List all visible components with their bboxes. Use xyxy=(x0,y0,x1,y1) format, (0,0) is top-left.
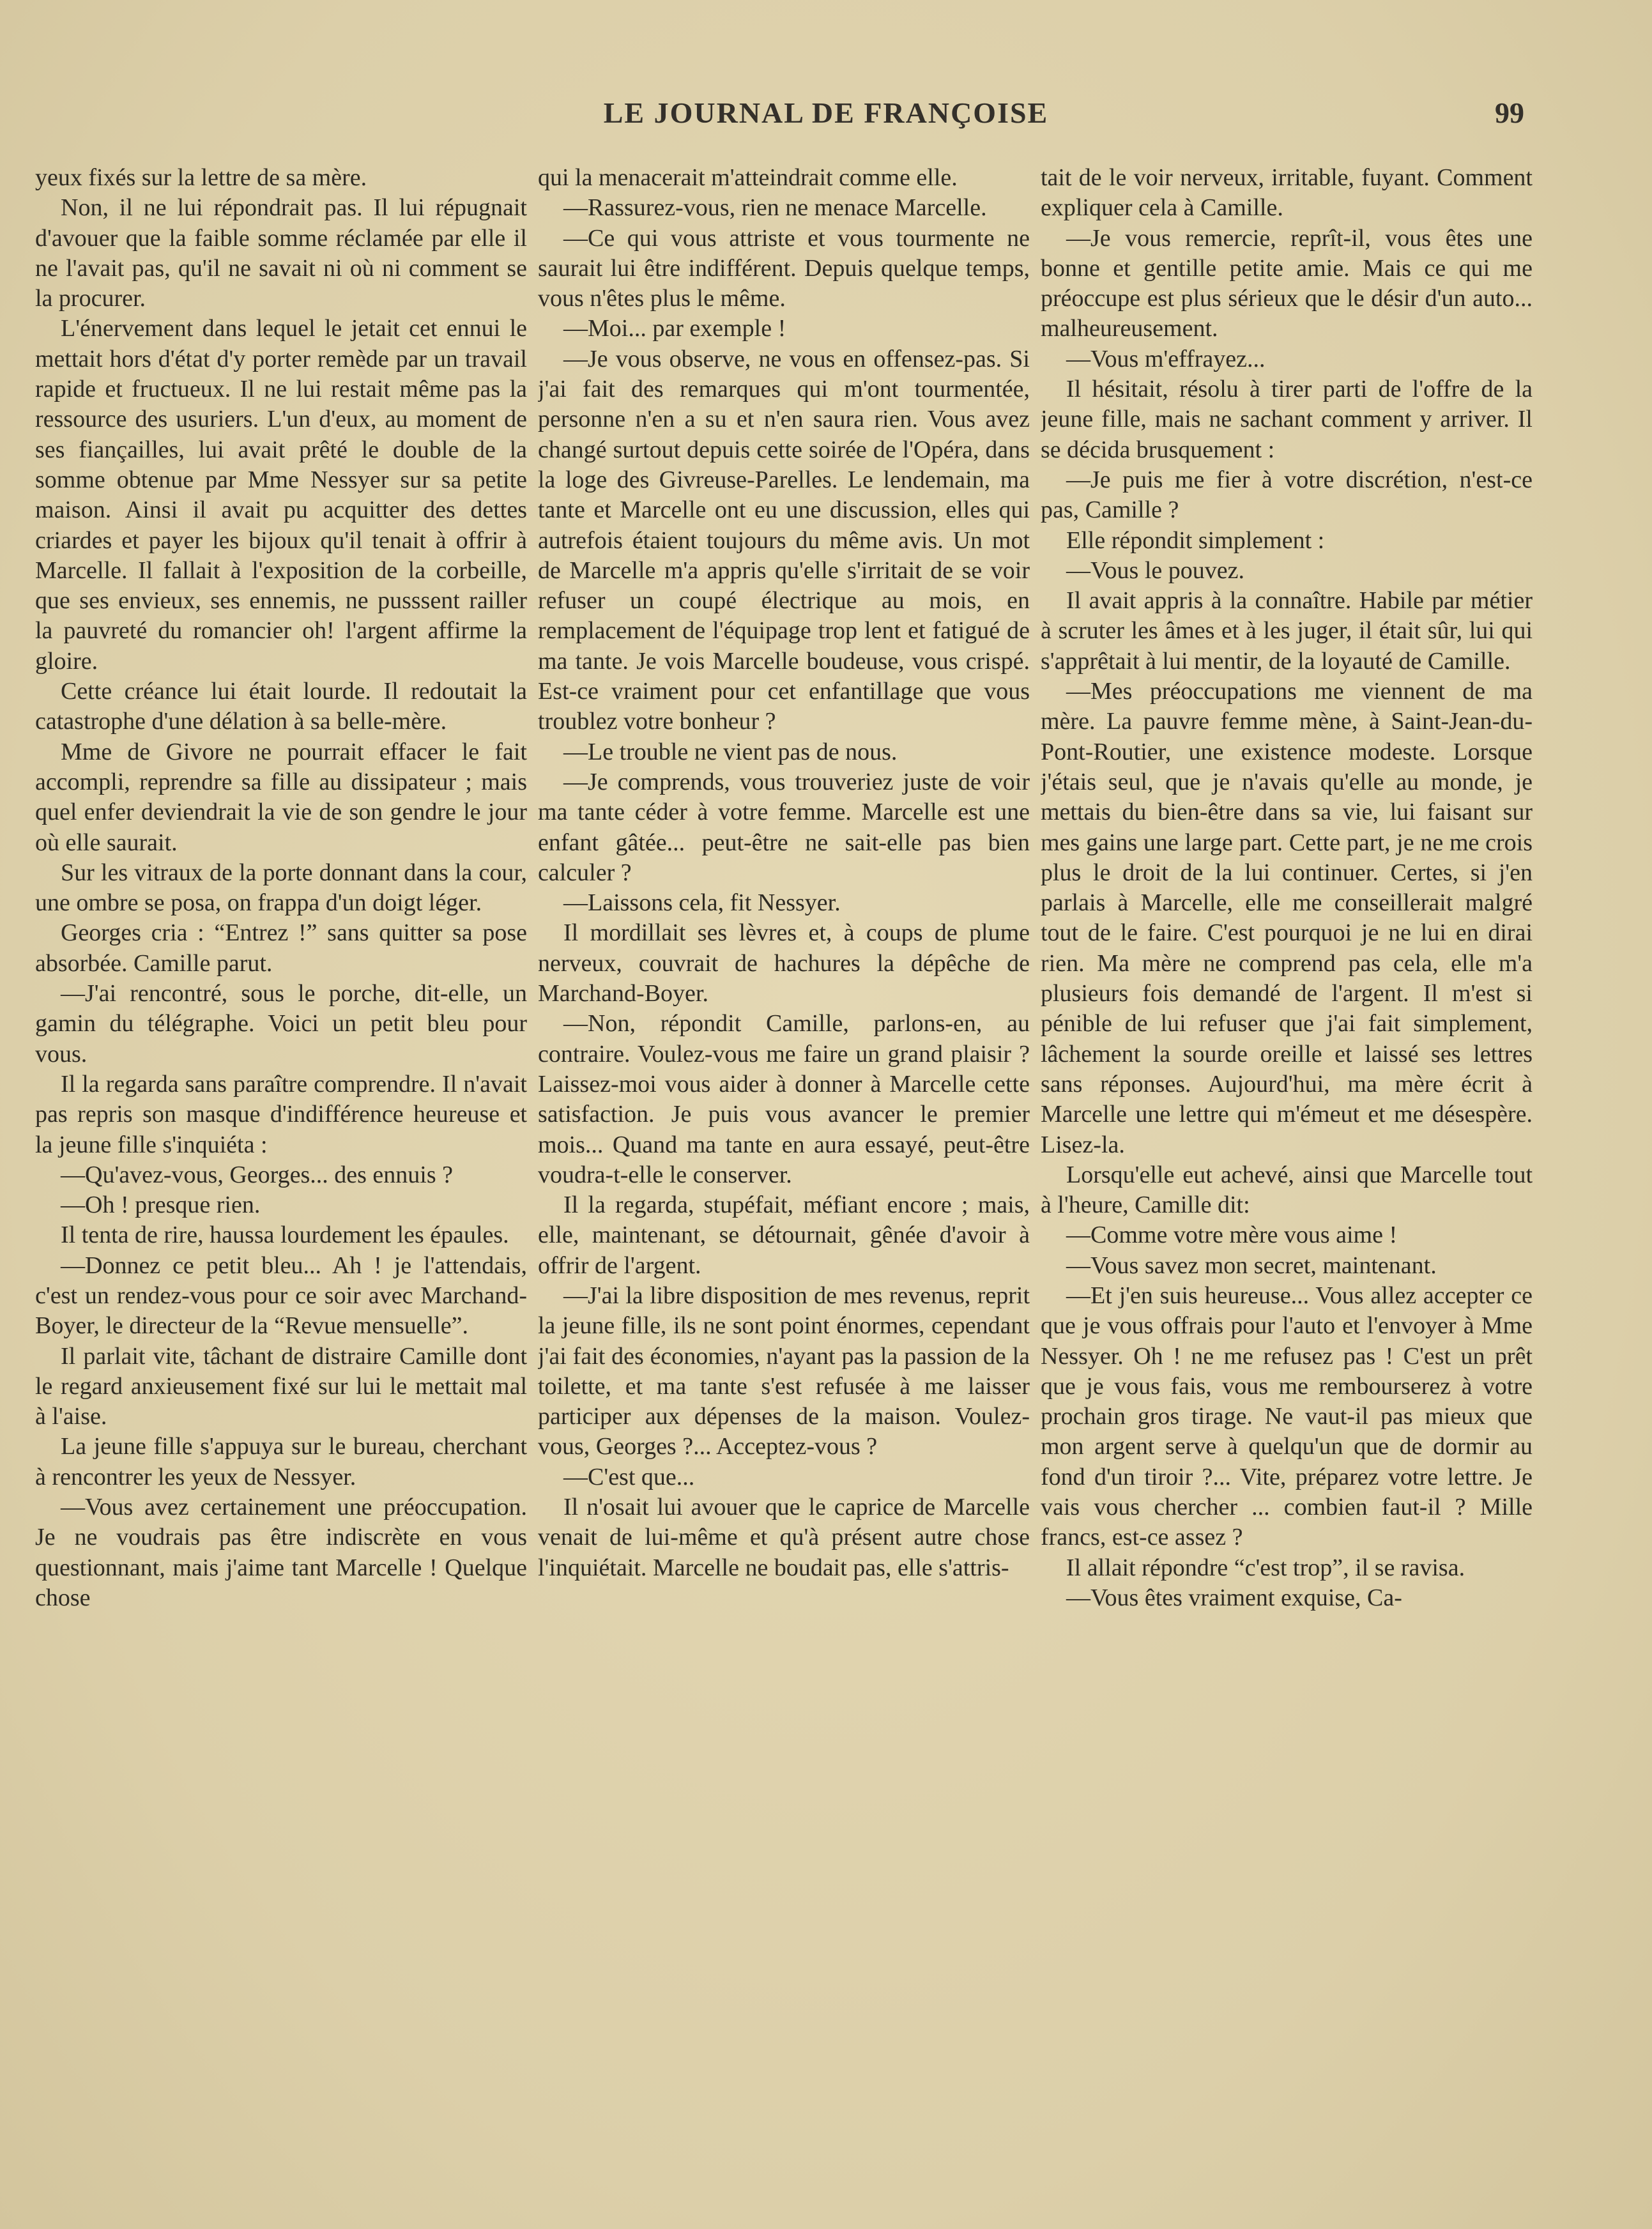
text-columns xyxy=(35,163,1540,2080)
column-3 xyxy=(1041,163,1533,2080)
paragraph: —Ce qui vous attriste et vous tourmente ne saurait lui être indifférent. Depuis quelque temps, vous n'êtes plus le même. xyxy=(538,224,1030,312)
paragraph: —Le trouble ne vient pas de nous. xyxy=(563,738,898,765)
paragraph: —Oh ! presque rien. xyxy=(61,1191,261,1219)
paragraph: —J'ai la libre disposition de mes revenus, reprit la jeune fille, ils ne sont point énormes, cependant j'ai fait des économies, n'ayant pas la passion de la toilette, et ma tante s'est refusée à me laisser participer aux dépenses de la maison. Voulez-vous, Georges ?... Acceptez-vous ? xyxy=(538,1282,1030,1460)
paragraph: Il mordillait ses lèvres et, à coups de plume nerveux, couvrait de hachures la dépêche de Marchand-Boyer. xyxy=(538,919,1030,1007)
paragraph: —Donnez ce petit bleu... Ah ! je l'attendais, c'est un rendez-vous pour ce soir avec Marchand-Boyer, le directeur de la “Revue mensuelle”. xyxy=(35,1252,527,1340)
paragraph: qui la menacerait m'atteindrait comme elle. xyxy=(538,164,958,191)
paragraph: Il tenta de rire, haussa lourdement les épaules. xyxy=(61,1222,509,1249)
paragraph: —Vous avez certainement une préoccupation. Je ne voudrais pas être indiscrète en vous questionnant, mais j'aime tant Marcelle ! Quelque chose xyxy=(35,1494,527,1611)
paragraph: Il allait répondre “c'est trop”, il se ravisa. xyxy=(1066,1554,1465,1581)
paragraph: tait de le voir nerveux, irritable, fuyant. Comment expliquer cela à Camille. xyxy=(1041,164,1533,222)
paragraph: —Je puis me fier à votre discrétion, n'est-ce pas, Camille ? xyxy=(1041,466,1533,524)
paragraph: Cette créance lui était lourde. Il redoutait la catastrophe d'une délation à sa belle-mère. xyxy=(35,678,527,735)
paragraph: —Moi... par exemple ! xyxy=(563,315,786,342)
paragraph: yeux fixés sur la lettre de sa mère. xyxy=(35,164,367,191)
paragraph: —Comme votre mère vous aime ! xyxy=(1066,1222,1398,1249)
paragraph: —Et j'en suis heureuse... Vous allez accepter ce que je vous offrais pour l'auto et l'envoyer à Mme Nessyer. Oh ! ne me refusez pas ! C'est un prêt que je vous fais, vous me rembourserez à votre prochain gros tirage. Ne vaut-il pas mieux que mon argent serve à quelqu'un que de dormir au fond d'un tiroir ?... Vite, préparez votre lettre. Je vais vous chercher ... combien faut-il ? Mille francs, est-ce assez ? xyxy=(1041,1282,1533,1551)
paragraph: —Rassurez-vous, rien ne menace Marcelle. xyxy=(563,194,987,222)
paragraph: L'énervement dans lequel le jetait cet ennui le mettait hors d'état d'y porter remède par un travail rapide et fructueux. Il ne lui restait même pas la ressource des usuriers. L'un d'eux, au moment de ses fiançailles, lui avait prêté le double de la somme obtenue par Mme Nessyer sur sa petite maison. Ainsi il avait pu acquitter des dettes criardes et payer les bijoux qu'il tenait à offrir à Marcelle. Il fallait à l'exposition de la corbeille, que ses envieux, ses ennemis, ne pusssent railler la pauvreté du romancier oh! l'argent affirme la gloire. xyxy=(35,315,527,675)
paragraph: Non, il ne lui répondrait pas. Il lui répugnait d'avouer que la faible somme réclamée par elle il ne l'avait pas, qu'il ne savait ni où ni comment se la procurer. xyxy=(35,194,527,312)
paragraph: Il parlait vite, tâchant de distraire Camille dont le regard anxieusement fixé sur lui le mettait mal à l'aise. xyxy=(35,1342,527,1430)
paragraph: Il n'osait lui avouer que le caprice de Marcelle venait de lui-même et qu'à présent autre chose l'inquiétait. Marcelle ne boudait pas, elle s'attris- xyxy=(538,1494,1030,1581)
paragraph: Il hésitait, résolu à tirer parti de l'offre de la jeune fille, mais ne sachant comment y arriver. Il se décida brusquement : xyxy=(1041,376,1533,463)
paragraph: Mme de Givore ne pourrait effacer le fait accompli, reprendre sa fille au dissipateur ; mais quel enfer deviendrait la vie de son gendre le jour où elle saurait. xyxy=(35,738,527,856)
paragraph: La jeune fille s'appuya sur le bureau, cherchant à rencontrer les yeux de Nessyer. xyxy=(35,1433,527,1490)
paragraph: —Non, répondit Camille, parlons-en, au contraire. Voulez-vous me faire un grand plaisir ? Laissez-moi vous aider à donner à Marcelle cette satisfaction. Je puis vous avancer le premier mois... Quand ma tante en aura essayé, peut-être voudra-t-elle le conserver. xyxy=(538,1010,1030,1188)
paragraph: Il la regarda, stupéfait, méfiant encore ; mais, elle, maintenant, se détournait, gênée d'avoir à offrir de l'argent. xyxy=(538,1191,1030,1279)
paragraph: —C'est que... xyxy=(563,1463,695,1490)
page-number: 99 xyxy=(1495,96,1524,129)
paragraph: Sur les vitraux de la porte donnant dans la cour, une ombre se posa, on frappa d'un doigt léger. xyxy=(35,859,527,917)
paragraph: Georges cria : “Entrez !” sans quitter sa pose absorbée. Camille parut. xyxy=(35,919,527,977)
paragraph: Lorsqu'elle eut achevé, ainsi que Marcelle tout à l'heure, Camille dit: xyxy=(1041,1161,1533,1219)
paragraph: —Je comprends, vous trouveriez juste de voir ma tante céder à votre femme. Marcelle est une enfant gâtée... peut-être ne sait-elle pas bien calculer ? xyxy=(538,768,1030,886)
paragraph: —Laissons cela, fit Nessyer. xyxy=(563,889,841,917)
paragraph: —Vous m'effrayez... xyxy=(1066,345,1266,372)
paragraph: —Qu'avez-vous, Georges... des ennuis ? xyxy=(61,1161,453,1188)
paragraph: Il la regarda sans paraître comprendre. Il n'avait pas repris son masque d'indifférence heureuse et la jeune fille s'inquiéta : xyxy=(35,1070,527,1158)
running-header xyxy=(0,96,1652,141)
paragraph: —Vous le pouvez. xyxy=(1066,556,1244,584)
paragraph: —Je vous observe, ne vous en offensez-pas. Si j'ai fait des remarques qui m'ont tourmentée, personne n'en a su et n'en saura rien. Vous avez changé surtout depuis cette soirée de l'Opéra, dans la loge des Givreuse-Parelles. Le lendemain, ma tante et Marcelle ont eu une discussion, elles qui autrefois étaient toujours du même avis. Un mot de Marcelle m'a appris qu'elle s'irritait de se voir refuser un coupé électrique au mois, en remplacement de l'équipage trop lent et fatigué de ma tante. Je vois Marcelle boudeuse, vous crispé. Est-ce vraiment pour cet enfantillage que vous troublez votre bonheur ? xyxy=(538,345,1030,735)
journal-title: LE JOURNAL DE FRANÇOISE xyxy=(603,96,1049,129)
paragraph: Il avait appris à la connaître. Habile par métier à scruter les âmes et à les juger, il était sûr, lui qui s'apprêtait à lui mentir, de la loyauté de Camille. xyxy=(1041,587,1533,675)
paragraph: —Je vous remercie, reprît-il, vous êtes une bonne et gentille petite amie. Mais ce qui me préoccupe est plus sérieux que le désir d'un auto... malheureusement. xyxy=(1041,224,1533,342)
column-2 xyxy=(538,163,1030,2080)
paragraph: —Vous êtes vraiment exquise, Ca- xyxy=(1066,1584,1402,1611)
paragraph: Elle répondit simplement : xyxy=(1066,526,1325,554)
paragraph: —Vous savez mon secret, maintenant. xyxy=(1066,1252,1437,1279)
paragraph: —J'ai rencontré, sous le porche, dit-elle, un gamin du télégraphe. Voici un petit bleu pour vous. xyxy=(35,980,527,1068)
paragraph: —Mes préoccupations me viennent de ma mère. La pauvre femme mène, à Saint-Jean-du-Pont-Routier, une existence modeste. Lorsque j'étais seul, que je n'avais qu'elle au monde, je mettais du bien-être dans sa vie, lui faisant sur mes gains une large part. Cette part, je ne me crois plus le droit de la lui continuer. Certes, si j'en parlais à Marcelle, elle me conseillerait malgré tout de le faire. C'est pourquoi je ne lui en dirai rien. Ma mère ne comprend pas cela, elle m'a plusieurs fois demandé de l'argent. Il m'est si pénible de lui refuser que j'ai fait simplement, lâchement la sourde oreille et laissé ses lettres sans réponses. Aujourd'hui, ma mère écrit à Marcelle une lettre qui m'émeut et me désespère. Lisez-la. xyxy=(1041,678,1533,1158)
column-1 xyxy=(35,163,527,2080)
